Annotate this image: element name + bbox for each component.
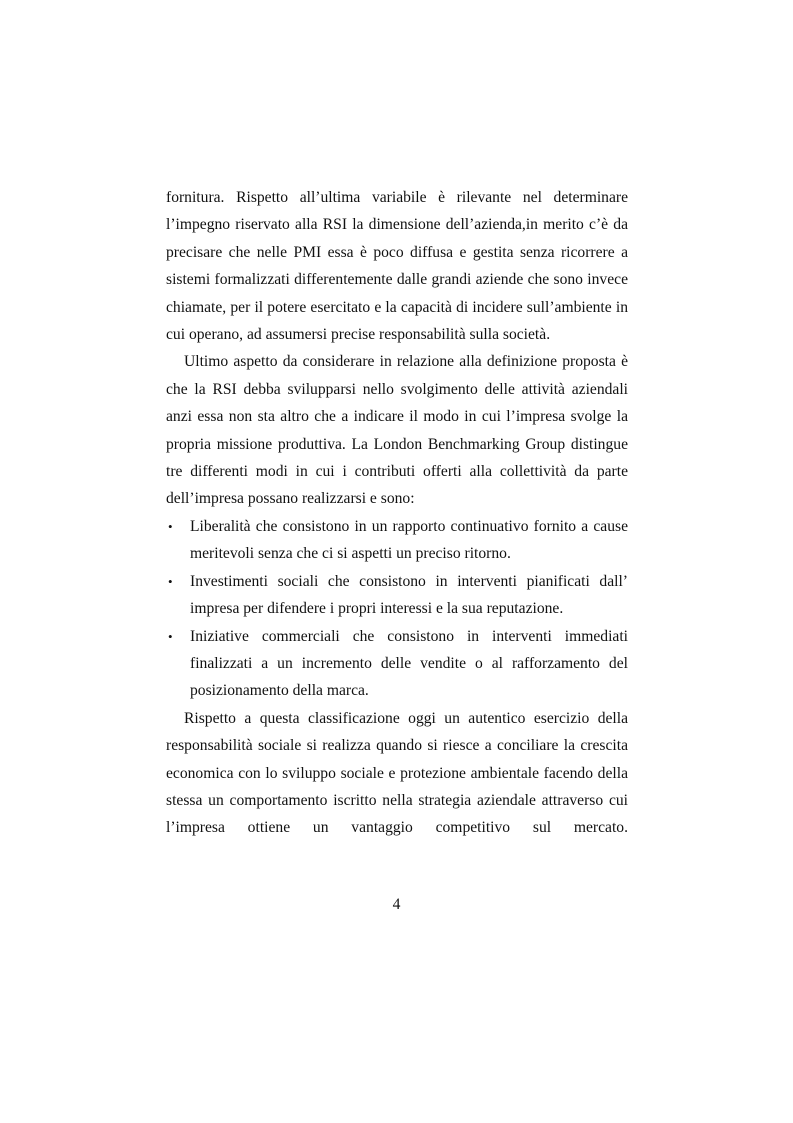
bullet-list [166, 513, 628, 705]
list-item-text: Investimenti sociali che consistono in interventi pianificati dall’ impresa per difendere i propri interessi e la sua reputazione. [190, 572, 628, 618]
paragraph-2: Ultimo aspetto da considerare in relazione alla definizione proposta è che la RSI debba svilupparsi nello svolgimento delle attività aziendali anzi essa non sta altro che a indicare il modo in cui l’impresa svolge la propria missione produttiva. La London Benchmarking Group distingue tre differenti modi in cui i contributi offerti alla collettività da parte dell’impresa possano realizzarsi e sono: [166, 353, 628, 508]
paragraph-3: Rispetto a questa classificazione oggi un autentico esercizio della responsabilità sociale si realizza quando si riesce a conciliare la crescita economica con lo sviluppo sociale e protezione ambientale facendo della stessa un comportamento iscritto nella strategia aziendale attraverso cui l’impresa ottiene un vantaggio competitivo sul mercato. [166, 709, 628, 837]
paragraph-1: fornitura. Rispetto all’ultima variabile è rilevante nel determinare l’impegno riservato alla RSI la dimensione dell’azienda,in merito c’è da precisare che nelle PMI essa è poco diffusa e gestita senza ricorrere a sistemi formalizzati differentemente dalle grandi aziende che sono invece chiamate, per il potere esercitato e la capacità di incidere sull’ambiente in cui operano, ad assumersi precise responsabilità sulla società. [166, 189, 628, 344]
document-body [166, 184, 628, 842]
page-number: 4 [392, 896, 401, 913]
bullet-icon: • [168, 518, 173, 534]
bullet-icon: • [168, 573, 173, 589]
list-item-text: Liberalità che consistono in un rapporto continuativo fornito a cause meritevoli senza che ci si aspetti un preciso ritorno. [190, 517, 628, 563]
bullet-icon: • [168, 628, 173, 644]
list-item [166, 623, 628, 705]
list-item [166, 568, 628, 623]
list-item-text: Iniziative commerciali che consistono in interventi immediati finalizzati a un incremento delle vendite o al rafforzamento del posizionamento della marca. [190, 627, 628, 700]
list-item [166, 513, 628, 568]
